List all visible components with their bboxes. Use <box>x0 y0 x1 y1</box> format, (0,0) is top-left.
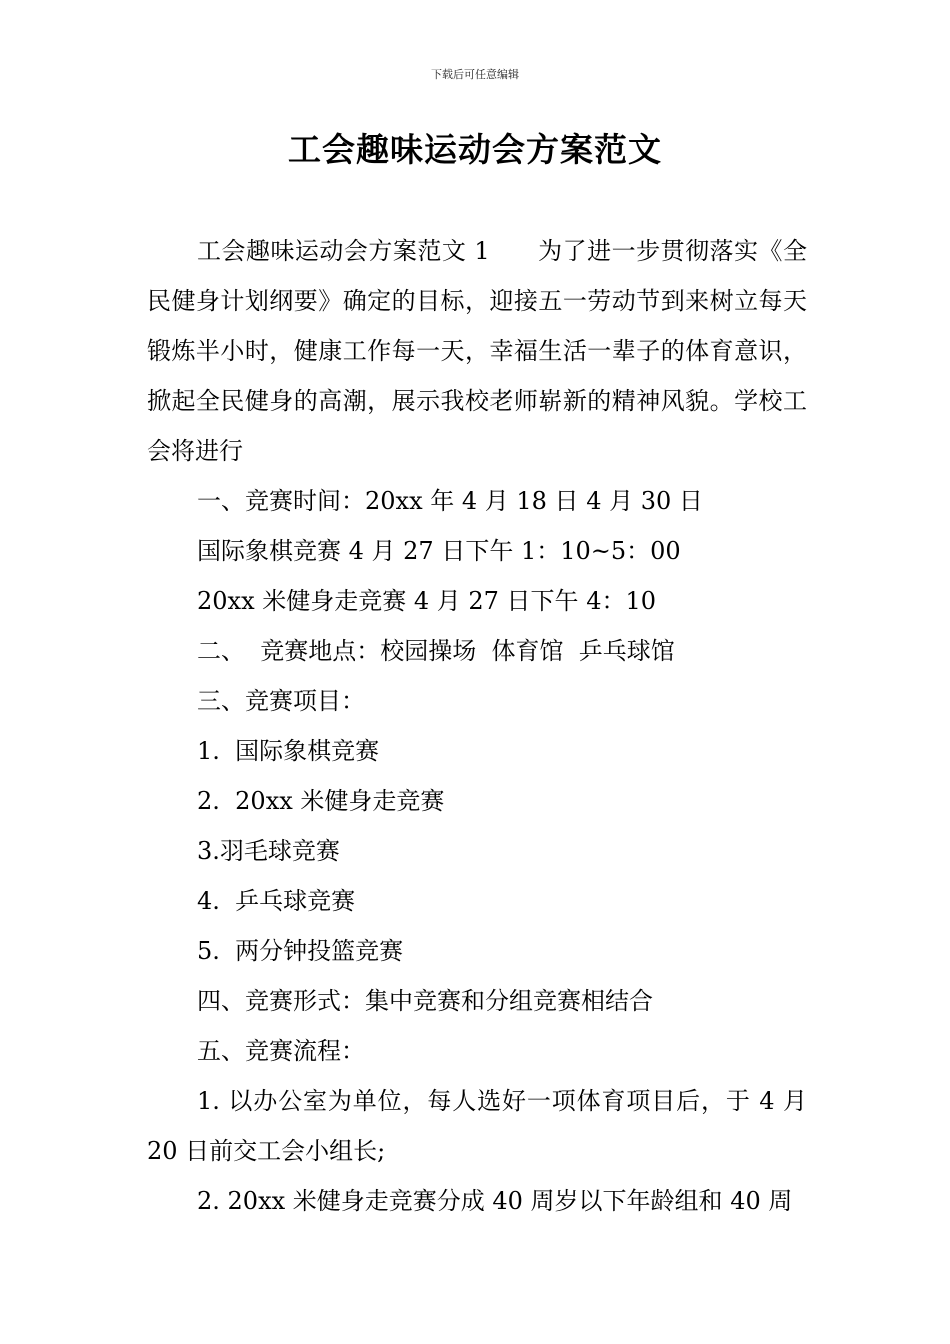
intro-text: 为了进一步贯彻落实《全民健身计划纲要》确定的目标，迎接五一劳动节到来树立每天锻炼半小时，健康工作每一天，幸福生活一辈子的体育意识，掀起全民健身的高潮，展示我校老师崭新的精神风貌。学校工会将进行 <box>147 237 807 465</box>
line-competition-process: 五、竞赛流程： <box>197 1037 365 1065</box>
process-step-1: 1. 以办公室为单位，每人选好一项体育项目后，于 4 月 20 日前交工会小组长; <box>147 1087 807 1165</box>
intro-lead: 工会趣味运动会方案范文 1 <box>197 237 490 265</box>
list-item: 1. 国际象棋竞赛 <box>197 737 380 765</box>
header-note: 下载后可任意编辑 <box>431 68 519 81</box>
list-item: 2. 20xx 米健身走竞赛 <box>197 787 445 815</box>
document-title: 工会趣味运动会方案范文 <box>288 130 662 169</box>
line-competition-format: 四、竞赛形式：集中竞赛和分组竞赛相结合 <box>197 987 653 1015</box>
line-competition-items: 三、竞赛项目： <box>197 687 365 715</box>
list-item: 4. 乒乓球竞赛 <box>197 887 356 915</box>
line-competition-time: 一、竞赛时间：20xx 年 4 月 18 日 4 月 30 日 <box>197 487 703 515</box>
line-chess-schedule: 国际象棋竞赛 4 月 27 日下午 1：10~5：00 <box>197 537 681 565</box>
document-body <box>147 226 807 1226</box>
list-item: 5. 两分钟投篮竞赛 <box>197 937 404 965</box>
line-walk-schedule: 20xx 米健身走竞赛 4 月 27 日下午 4：10 <box>197 587 656 615</box>
intro-paragraph <box>147 226 807 476</box>
list-item: 3.羽毛球竞赛 <box>197 837 340 865</box>
line-competition-venue: 二、 竞赛地点：校园操场 体育馆 乒乓球馆 <box>197 637 675 665</box>
process-step-2: 2. 20xx 米健身走竞赛分成 40 周岁以下年龄组和 40 周 <box>197 1187 793 1215</box>
